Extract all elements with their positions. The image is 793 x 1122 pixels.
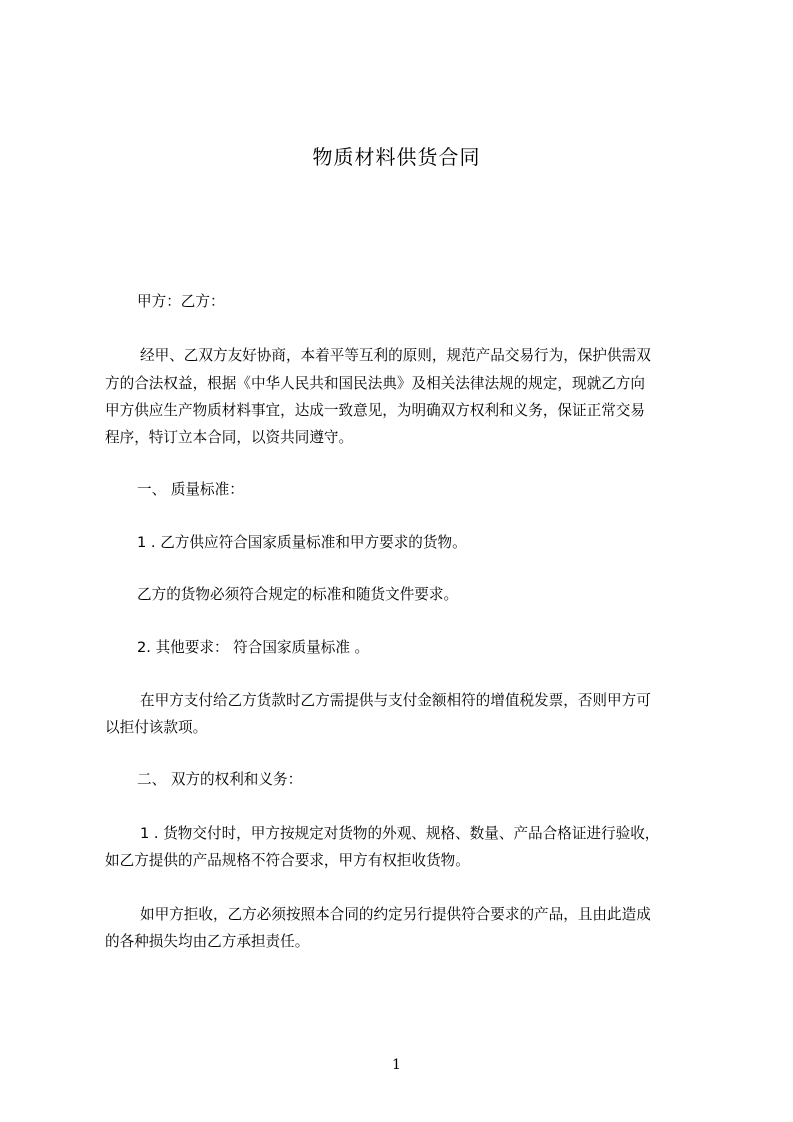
section-2-item-1-line-1: 1 . 货物交付时，甲方按规定对货物的外观、规格、数量、产品合格证进行验收， <box>140 825 660 842</box>
section-1-item-1: 1 . 乙方供应符合国家质量标准和甲方要求的货物。 <box>137 534 467 551</box>
section-1-heading: 一、 质量标准： <box>137 481 244 498</box>
section-1-item-2: 2. 其他要求： 符合国家质量标准 。 <box>137 639 370 656</box>
rejection-paragraph-line-1: 如甲方拒收，乙方必须按照本合同的约定另行提供符合要求的产品，且由此造成 <box>140 906 651 923</box>
page-number: 1 <box>392 1057 401 1073</box>
preamble-line-4: 程序，特订立本合同，以资共同遵守。 <box>105 429 354 446</box>
invoice-paragraph-line-2: 以拒付该款项。 <box>105 719 208 736</box>
parties-line: 甲方：乙方： <box>137 293 225 310</box>
invoice-paragraph-line-1: 在甲方支付给乙方货款时乙方需提供与支付金额相符的增值税发票，否则甲方可 <box>140 692 651 709</box>
document-title: 物质材料供货合同 <box>312 145 481 169</box>
section-1-note: 乙方的货物必须符合规定的标准和随货文件要求。 <box>137 586 459 603</box>
section-2-heading: 二、 双方的权利和义务： <box>137 771 303 788</box>
preamble-line-1: 经甲、乙双方友好协商，本着平等互利的原则，规范产品交易行为，保护供需双 <box>140 347 651 364</box>
preamble-line-3: 甲方供应生产物质材料事宜，达成一致意见，为明确双方权利和义务，保证正常交易 <box>105 402 645 419</box>
preamble-line-2: 方的合法权益，根据《中华人民共和国民法典》及相关法律法规的规定，现就乙方向 <box>105 375 645 392</box>
rejection-paragraph-line-2: 的各种损失均由乙方承担责任。 <box>105 933 310 950</box>
section-2-item-1-line-2: 如乙方提供的产品规格不符合要求，甲方有权拒收货物。 <box>105 852 470 869</box>
